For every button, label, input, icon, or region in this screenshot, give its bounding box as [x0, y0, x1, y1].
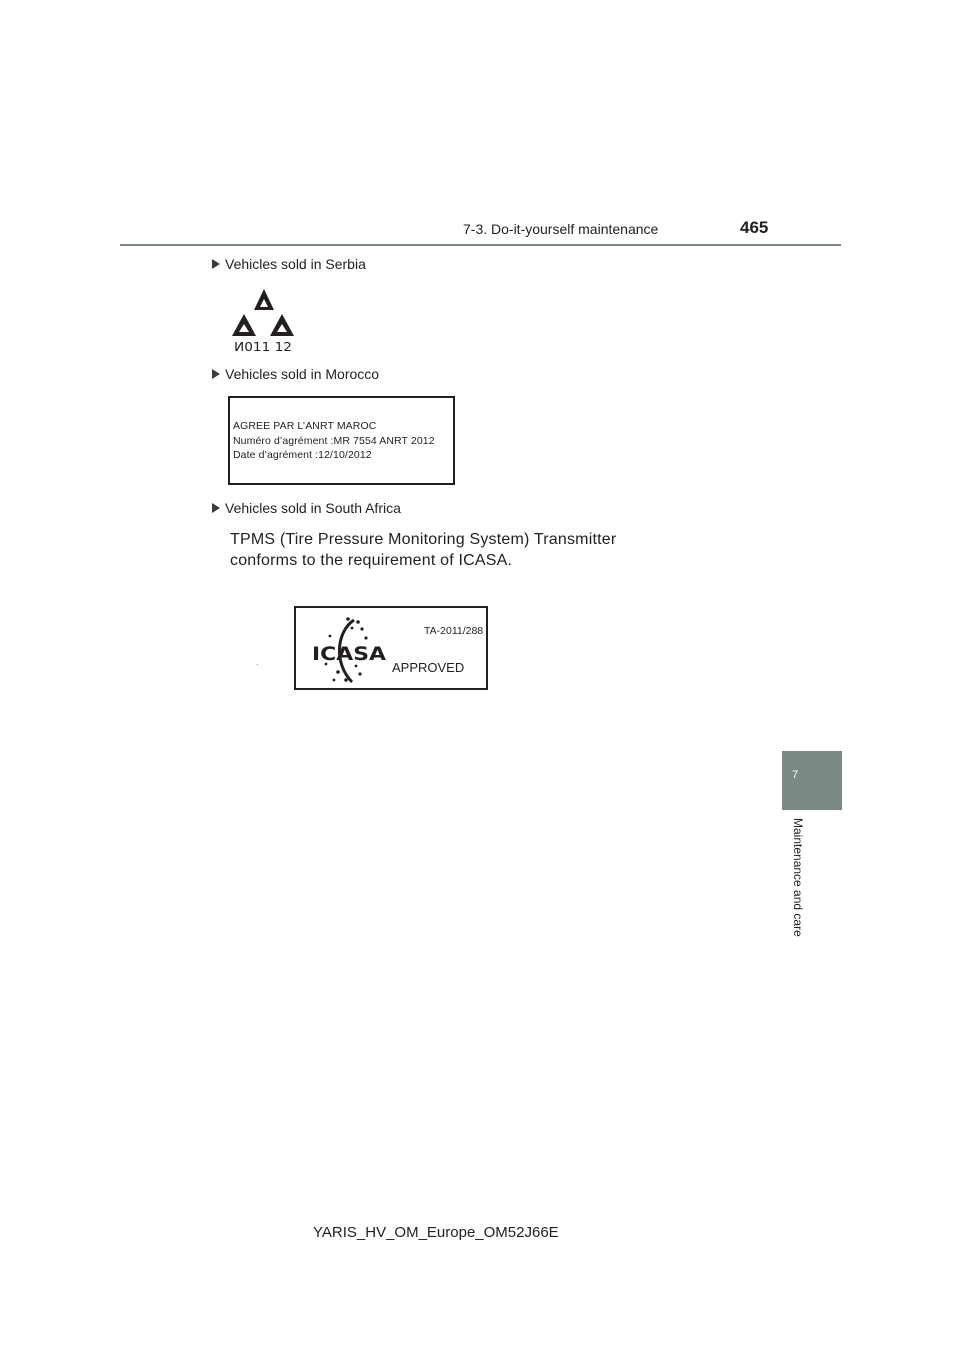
- icasa-approval-box: [294, 606, 488, 690]
- footer-doc-id: YARIS_HV_OM_Europe_OM52J66E: [313, 1224, 559, 1241]
- section-title: 7-3. Do-it-yourself maintenance: [463, 221, 659, 237]
- stray-dot: [257, 664, 258, 665]
- chapter-label: Maintenance and care: [791, 818, 805, 937]
- bullet-triangle-icon: [212, 259, 220, 269]
- serbia-mark-code: И011 12: [234, 340, 292, 354]
- morocco-line-3: Date d’agrément :12/10/2012: [233, 449, 372, 461]
- chapter-number: 7: [792, 769, 799, 781]
- triangle-symbols-icon: [232, 289, 294, 336]
- tpms-text-line-1: TPMS (Tire Pressure Monitoring System) Transmitter: [230, 531, 617, 548]
- tpms-text-line-2: conforms to the requirement of ICASA.: [230, 552, 513, 569]
- south-africa-heading: [212, 500, 401, 516]
- header-divider: [120, 244, 841, 246]
- chapter-tab: [782, 751, 842, 810]
- south-africa-heading-text: Vehicles sold in South Africa: [225, 500, 401, 516]
- icasa-ta-number: TA-2011/288: [424, 625, 484, 637]
- page-number: 465: [740, 218, 769, 237]
- tpms-conformity-text: [230, 529, 616, 571]
- morocco-heading: [212, 366, 379, 382]
- serbia-approval-mark: [232, 288, 296, 356]
- serbia-heading: [212, 256, 366, 272]
- bullet-triangle-icon: [212, 503, 220, 513]
- serbia-heading-text: Vehicles sold in Serbia: [225, 256, 366, 272]
- morocco-approval-box: [228, 396, 455, 485]
- icasa-logo-text: ICASA: [312, 643, 387, 665]
- icasa-logo-icon: [310, 614, 388, 686]
- icasa-approved-label: APPROVED: [392, 660, 465, 675]
- bullet-triangle-icon: [212, 369, 220, 379]
- morocco-heading-text: Vehicles sold in Morocco: [225, 366, 380, 382]
- morocco-line-2: Numéro d’agrément :MR 7554 ANRT 2012: [233, 435, 435, 447]
- morocco-line-1: AGREE PAR L’ANRT MAROC: [233, 420, 377, 432]
